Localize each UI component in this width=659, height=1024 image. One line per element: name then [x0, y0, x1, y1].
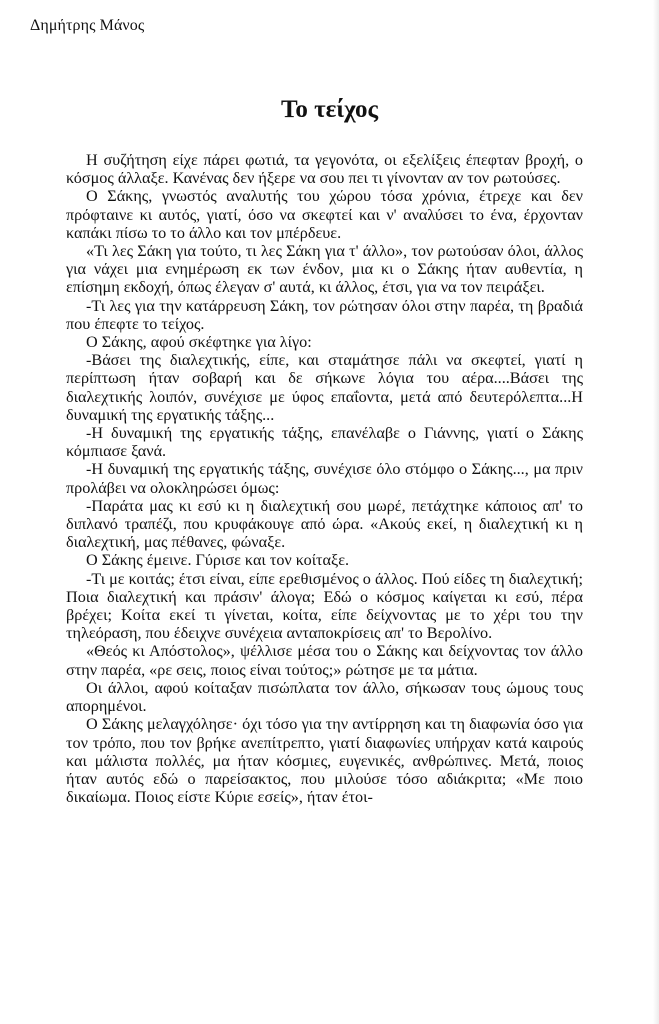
page-edge-shadow: [653, 0, 659, 1024]
paragraph: -Παράτα μας κι εσύ κι η διαλεχτική σου μωρέ, πετάχτηκε κάποιος απ' το διπλανό τραπέζι, που κρυφάκουγε από ώρα. «Ακούς εκεί, η διαλεχτική κι η διαλεχτική, μας πέθανες, φώναξε.: [66, 496, 583, 552]
paragraph: -Τι με κοιτάς; έτσι είναι, είπε ερεθισμένος ο άλλος. Πού είδες τη διαλεχτική; Ποια διαλεχτική και πράσιν' άλογα; Εδώ ο κόσμος καίγεται κι εσύ, πέρα βρέχει; Κοίτα εκεί τι γίνεται, κοίτα, είπε δείχνοντας με το χέρι του την τηλεόραση, που έδειχνε συνέχεια ανταποκρίσεις απ' το Βερολίνο.: [66, 569, 583, 643]
paragraph: Ο Σάκης, γνωστός αναλυτής του χώρου τόσα χρόνια, έτρεχε και δεν πρόφταινε κι αυτός, γιατί, όσο να σκεφτεί και ν' αναλύσει το ένα, έρχονταν καπάκι πίσω το το άλλο και τον μπέρδευε.: [66, 187, 583, 242]
paragraph: Η συζήτηση είχε πάρει φωτιά, τα γεγονότα, οι εξελίξεις έπεφταν βροχή, ο κόσμος άλλαξε. Κανένας δεν ήξερε να σου πει τι γίνονταν αν τον ρωτούσες.: [66, 151, 583, 188]
paragraph: Ο Σάκης έμεινε. Γύρισε και τον κοίταξε.: [86, 551, 350, 570]
paragraph: -Η δυναμική της εργατικής τάξης, επανέλαβε ο Γιάννης, γιατί ο Σάκης κόμπιασε ξανά.: [66, 424, 583, 461]
paragraph: «Τι λες Σάκη για τούτο, τι λες Σάκη για τ' άλλο», τον ρωτούσαν όλοι, άλλος για νάχει μια ενημέρωση εκ των ένδον, μια κι ο Σάκης ήταν αυθεντία, η επίσημη εκδοχή, όπως έλεγαν σ' αυτά, κι άλλος, έτσι, για να τον πειράξει.: [66, 242, 583, 297]
story-body: [66, 151, 583, 806]
running-header-author: Δημήτρης Μάνος: [30, 17, 145, 34]
story-title: Το τείχος: [281, 96, 378, 123]
paragraph: Οι άλλοι, αφού κοίταξαν πισώπλατα τον άλλο, σήκωσαν τους ώμους τους απορημένοι.: [66, 678, 583, 716]
paragraph: Ο Σάκης μελαγχόλησε· όχι τόσο για την αντίρρηση και τη διαφωνία όσο για τον τρόπο, που τον βρήκε ανεπίτρεπτο, γιατί διαφωνίες υπήρχαν κατά καιρούς και μάλιστα πολλές, μα ήταν κόσμιες, ευγενικές, ανθρώπινες. Μετά, ποιος ήταν αυτός εδώ ο παρείσακτος, που μιλούσε τόσο αδιάκριτα; «Με ποιο δικαίωμα. Ποιος είστε Κύριε εσείς», ήταν έτοι-: [66, 715, 583, 807]
paragraph: -Βάσει της διαλεχτικής, είπε, και σταμάτησε πάλι να σκεφτεί, γιατί η περίπτωση ήταν σοβαρή και δε σήκωνε λόγια του αέρα....Βάσει της διαλεχτικής λοιπόν, συνέχισε με ύφος επαΐοντα, μετά από δευτερόλεπτα...Η δυναμική της εργατικής τάξης...: [66, 351, 583, 424]
paragraph: «Θεός κι Απόστολος», ψέλλισε μέσα του ο Σάκης και δείχνοντας τον άλλο στην παρέα, «ρε σεις, ποιος είναι τούτος;» ρώτησε με τα μάτια.: [66, 642, 583, 679]
paragraph: -Η δυναμική της εργατικής τάξης, συνέχισε όλο στόμφο ο Σάκης..., μα πριν προλάβει να ολοκληρώσει όμως:: [66, 460, 583, 497]
paragraph: -Τι λες για την κατάρρευση Σάκη, τον ρώτησαν όλοι στην παρέα, τη βραδιά που έπεφτε το τείχος.: [66, 296, 583, 333]
paragraph: Ο Σάκης, αφού σκέφτηκε για λίγο:: [86, 333, 312, 352]
